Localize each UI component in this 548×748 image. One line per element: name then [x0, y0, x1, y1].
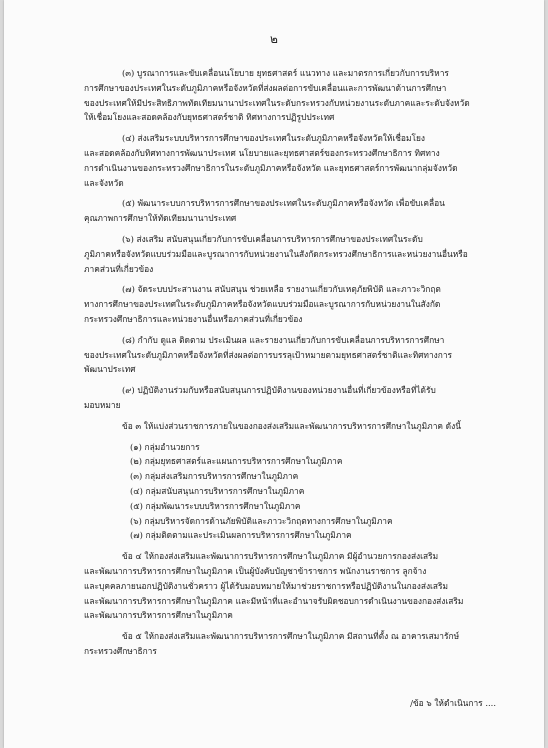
text-line: (๕) พัฒนาระบบการบริหารการศึกษาของประเทศในระดับภูมิภาคหรือจังหวัด เพื่อขับเคลื่อน [122, 198, 445, 209]
text-line: (๗) กลุ่มติดตามและประเมินผลการบริหารการศึกษาในภูมิภาค [130, 530, 352, 541]
text-line: (๘) กำกับ ดูแล ติดตาม ประเมินผล และรายงานเกี่ยวกับการขับเคลื่อนการบริหารการศึกษา [122, 334, 445, 345]
text-line: ให้เชื่อมโยงและสอดคล้องกับยุทธศาสตร์ชาติ ทิศทางการปฏิรูปประเทศ [84, 112, 335, 123]
text-line: ของประเทศให้มีประสิทธิภาพทัดเทียมนานาประเทศในระดับกระทรวงกับหน่วยงานระดับภาคและระดับจังหวัด [84, 97, 470, 108]
text-line: และพัฒนาการบริหารการศึกษาในภูมิภาค [84, 610, 233, 621]
text-line: (๓) กลุ่มส่งเสริมการบริหารการศึกษาในภูมิภาค [130, 471, 299, 482]
paragraph [84, 282, 484, 326]
text-line: (๔) ส่งเสริมระบบบริหารการศึกษาของประเทศในระดับภูมิภาคหรือจังหวัดให้เชื่อมโยง [122, 133, 425, 144]
paragraph [84, 629, 484, 659]
text-line: (๒) กลุ่มยุทธศาสตร์และแผนการบริหารการศึกษาในภูมิภาค [130, 456, 343, 467]
paragraph [84, 419, 484, 434]
text-line: การดำเนินงานของกระทรวงศึกษาธิการในระดับภูมิภาคหรือจังหวัด และยุทธศาสตร์การพัฒนากลุ่มจังหวัด [84, 162, 458, 173]
text-line: ภาคส่วนที่เกี่ยวข้อง [84, 263, 154, 274]
text-line: ข้อ ๓ ให้แบ่งส่วนราชการภายในของกองส่งเสริมและพัฒนาการบริหารการศึกษาในภูมิภาค ดังนี้ [122, 420, 461, 431]
text-line: ข้อ ๔ ให้กองส่งเสริมและพัฒนาการบริหารการศึกษาในภูมิภาค มีผู้อำนวยการกองส่งเสริม [122, 551, 439, 562]
text-line: (๙) ปฏิบัติงานร่วมกับหรือสนับสนุนการปฏิบัติงานของหน่วยงานอื่นที่เกี่ยวข้องหรือที่ได้รับ [122, 385, 436, 396]
text-line: และพัฒนาการบริหารการศึกษาในภูมิภาค เป็นผู้บังคับบัญชาข้าราชการ พนักงานราชการ ลูกจ้าง [84, 565, 427, 576]
text-line: (๖) ส่งเสริม สนับสนุนเกี่ยวกับการขับเคลื่อนการบริหารการศึกษาของประเทศในระดับ [122, 233, 423, 244]
text-line: และจังหวัด [84, 177, 124, 188]
text-line: (๕) กลุ่มพัฒนาระบบบริหารการศึกษาในภูมิภาค [130, 500, 301, 511]
text-line: (๑) กลุ่มอำนวยการ [130, 441, 200, 452]
paragraph [84, 333, 484, 377]
paragraph [84, 383, 484, 413]
paragraph [84, 549, 484, 623]
text-line: ของประเทศในระดับภูมิภาคหรือจังหวัดที่ส่งผลต่อการบรรลุเป้าหมายตามยุทธศาสตร์ชาติและทิศทางการ [84, 349, 453, 360]
continuation-footer: /ข้อ ๖ ให้ดำเนินการ .... [410, 698, 496, 708]
text-line: (๗) จัดระบบประสานงาน สนับสนุน ช่วยเหลือ รายงานเกี่ยวกับเหตุภัยพิบัติ และภาวะวิกฤต [122, 284, 441, 295]
text-line: (๓) บูรณาการและขับเคลื่อนนโยบาย ยุทธศาสตร์ แนวทาง และมาตรการเกี่ยวกับการบริหาร [122, 68, 449, 78]
text-line: คุณภาพการศึกษาให้ทัดเทียมนานาประเทศ [84, 213, 237, 224]
text-line: และพัฒนาการบริหารการศึกษาในภูมิภาค และมีหน้าที่และอำนาจรับผิดชอบการดำเนินงานของกองส่งเสริม [84, 595, 464, 606]
page-number: ๒ [270, 32, 278, 46]
text-line: กระทรวงศึกษาธิการ [84, 645, 157, 656]
paragraph [84, 66, 484, 125]
text-line: ข้อ ๕ ให้กองส่งเสริมและพัฒนาการบริหารการศึกษาในภูมิภาค มีสถานที่ตั้ง ณ อาคารเสมารักษ์ [122, 631, 460, 642]
paragraph [84, 232, 484, 276]
text-line: การศึกษาของประเทศในระดับภูมิภาคหรือจังหวัดที่ส่งผลต่อการขับเคลื่อนและการพัฒนาด้านการศึกษา [84, 82, 447, 93]
paragraph [84, 196, 484, 226]
document-page [4, 0, 544, 748]
text-line: และบุคคลภายนอกปฏิบัติงานชั่วคราว ผู้ได้รับมอบหมายให้มาช่วยราชการหรือปฏิบัติงานในกองส่งเสริม [84, 580, 449, 591]
text-line: มอบหมาย [84, 399, 121, 410]
document-body [84, 66, 484, 659]
text-line: (๔) กลุ่มสนับสนุนการบริหารการศึกษาในภูมิภาค [130, 485, 305, 496]
text-line: ภูมิภาคหรือจังหวัดแบบร่วมมือและบูรณาการกับหน่วยงานในสังกัดกระทรวงศึกษาธิการและหน่วยงานอื่นหรือ [84, 248, 468, 259]
text-line: และสอดคล้องกับทิศทางการพัฒนาประเทศ นโยบายและยุทธศาสตร์ของกระทรวงศึกษาธิการ ทิศทาง [84, 147, 440, 158]
text-line: (๖) กลุ่มบริหารจัดการด้านภัยพิบัติและภาวะวิกฤตทางการศึกษาในภูมิภาค [130, 515, 393, 526]
paragraph [84, 131, 484, 190]
text-line: ทางการศึกษาของประเทศในระดับภูมิภาคหรือจังหวัดแบบร่วมมือและบูรณาการกับหน่วยงานในสังกัด [84, 299, 441, 310]
text-line: พัฒนาประเทศ [84, 364, 136, 375]
text-line: กระทรวงศึกษาธิการและหน่วยงานอื่นหรือภาคส่วนที่เกี่ยวข้อง [84, 313, 303, 324]
paragraph [84, 440, 484, 544]
